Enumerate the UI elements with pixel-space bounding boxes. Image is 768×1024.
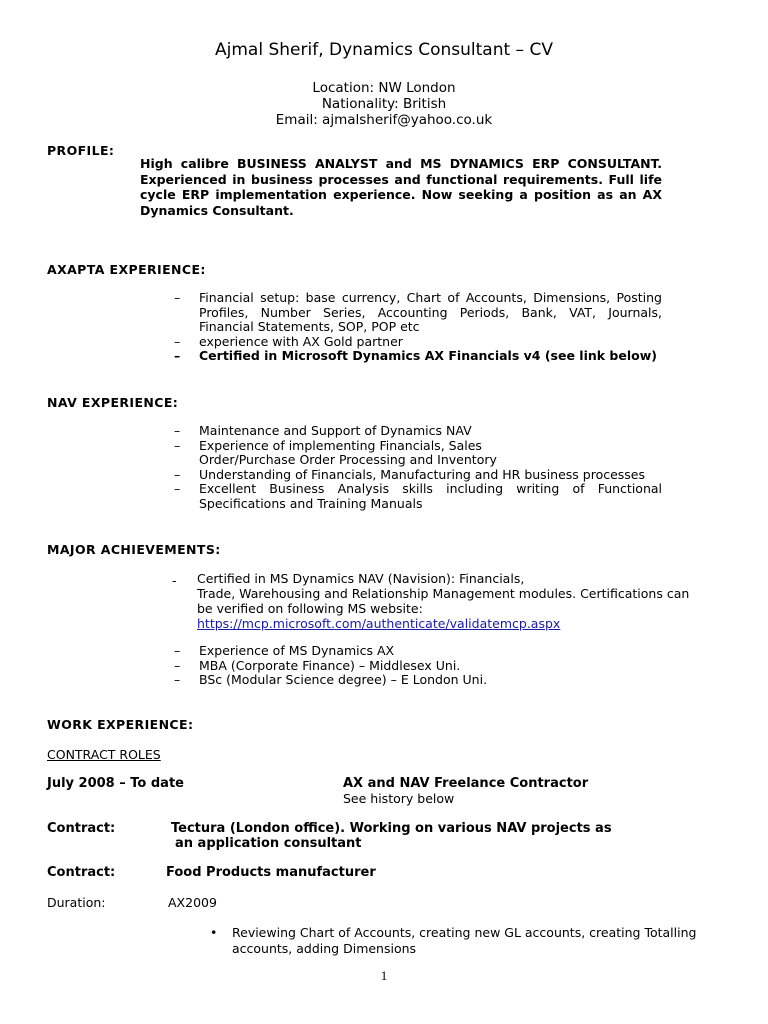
mcp-validation-link[interactable]: https://mcp.microsoft.com/authenticate/validatemcp.aspx: [197, 616, 561, 631]
list-item: – Experience of implementing Financials, Sales Order/Purchase Order Processing and Inventory: [174, 437, 497, 468]
dash-marker: -: [172, 573, 177, 588]
page-number: 1: [380, 968, 388, 983]
contract2-value: Food Products manufacturer: [166, 865, 376, 880]
nav-list: [174, 424, 662, 512]
contract1-label: Contract:: [47, 821, 116, 836]
list-item: – Experience of MS Dynamics AX: [174, 643, 395, 658]
list-item: – Financial setup: base currency, Chart of Accounts, Dimensions, Posting Profiles, Number Series, Accounting Periods, Bank, VAT, Journals, Financial Statements, SOP, POP etc: [174, 290, 662, 335]
bullet-icon: •: [210, 925, 218, 940]
list-item: – Certified in Microsoft Dynamics AX Financials v4 (see link below): [174, 348, 657, 364]
list-item: – Excellent Business Analysis skills including writing of Functional Specifications and Training Manuals: [174, 481, 662, 511]
axapta-list: [174, 291, 662, 364]
axapta-heading: AXAPTA EXPERIENCE:: [47, 262, 206, 277]
period: July 2008 – To date: [47, 776, 184, 791]
contract1-line1: Tectura (London office). Working on various NAV projects as: [171, 821, 612, 836]
list-item: – Understanding of Financials, Manufacturing and HR business processes: [174, 466, 646, 482]
contract-roles-heading: CONTRACT ROLES: [47, 747, 161, 762]
list-item: • Reviewing Chart of Accounts, creating new GL accounts, creating Totalling accounts, adding Dimensions: [210, 925, 697, 956]
list-item: – Maintenance and Support of Dynamics NAV: [174, 423, 472, 438]
list-item: – MBA (Corporate Finance) – Middlesex Uni.: [174, 657, 461, 673]
achievements-heading: MAJOR ACHIEVEMENTS:: [47, 542, 221, 557]
document-title: Ajmal Sherif, Dynamics Consultant – CV: [215, 40, 553, 60]
list-item: – experience with AX Gold partner: [174, 333, 403, 349]
profile-heading: PROFILE:: [47, 143, 115, 158]
duration-label: Duration:: [47, 895, 106, 910]
duration-value: AX2009: [168, 895, 217, 910]
achievements-list: [174, 644, 694, 688]
contact-nationality: Nationality: British: [321, 96, 447, 112]
list-item: – BSc (Modular Science degree) – E London Uni.: [174, 672, 488, 688]
role-title: AX and NAV Freelance Contractor: [343, 776, 589, 791]
certification-block: Certified in MS Dynamics NAV (Navision): Financials, Trade, Warehousing and Relationship Management modules. Certifications can be verified on following MS website: https://mcp.microsoft.com/authenticate/validatemcp.aspx: [197, 571, 690, 631]
contract2-label: Contract:: [47, 865, 116, 880]
contact-email: Email: ajmalsherif@yahoo.co.uk: [275, 112, 493, 128]
contract1-line2: an application consultant: [175, 836, 362, 851]
nav-heading: NAV EXPERIENCE:: [47, 395, 179, 410]
profile-text: High calibre BUSINESS ANALYST and MS DYNAMICS ERP CONSULTANT. Experienced in business processes and functional requirements. Full life cycle ERP implementation experience. Now seeking a position as an AX Dynamics Consultant.: [140, 156, 662, 218]
contact-location: Location: NW London: [312, 80, 456, 96]
work-heading: WORK EXPERIENCE:: [47, 717, 194, 732]
role-note: See history below: [343, 791, 455, 806]
